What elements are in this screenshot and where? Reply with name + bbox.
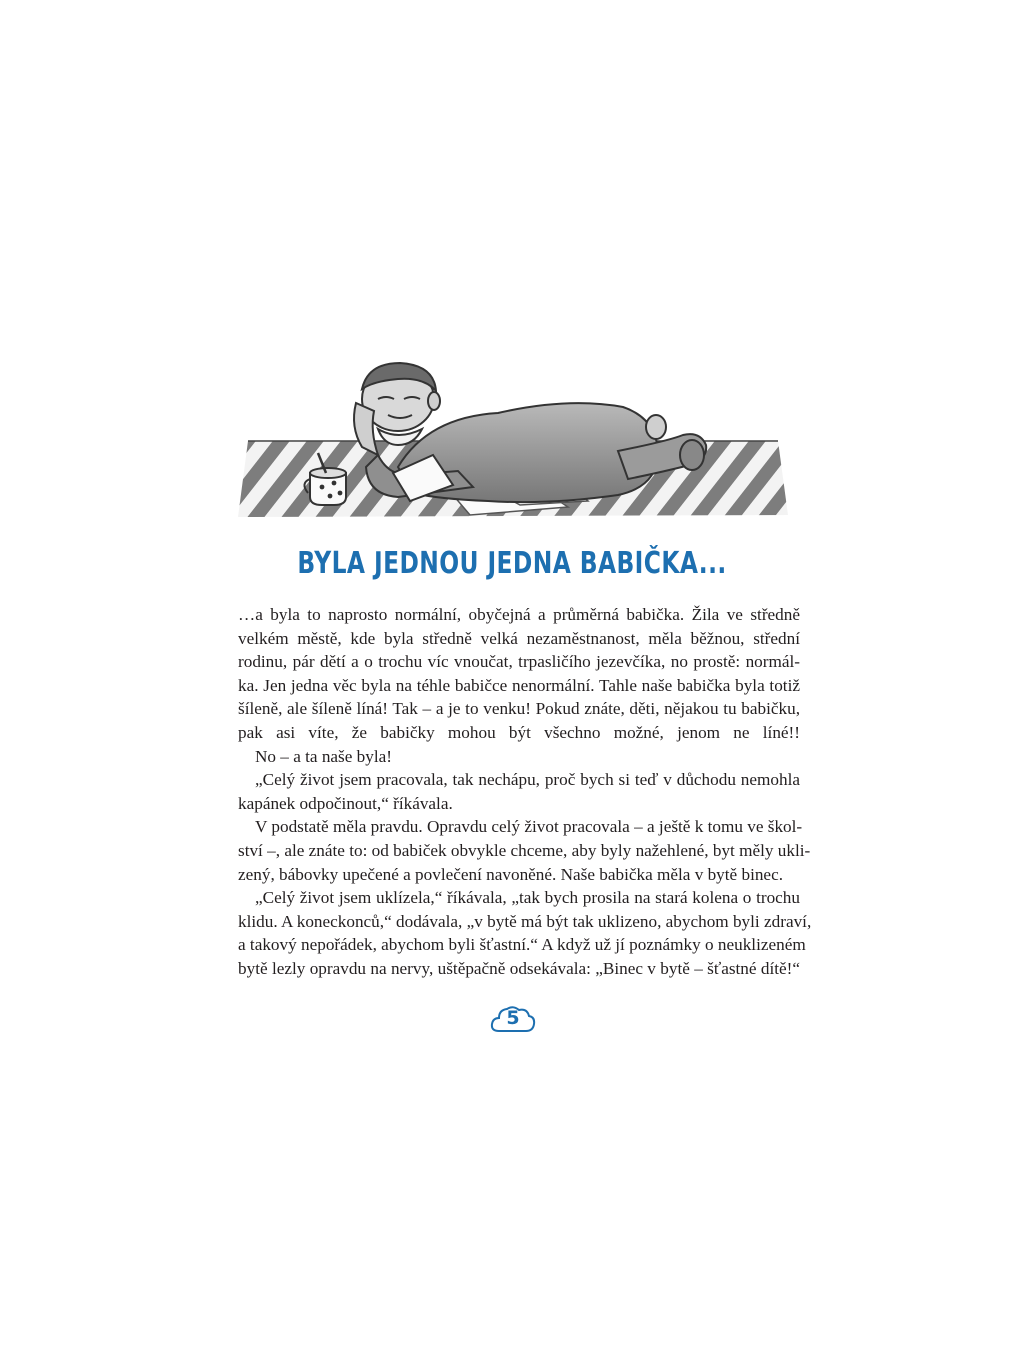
grandmother-illustration: [238, 355, 788, 525]
text-line: rodinu, pár dětí a o trochu víc vnoučat, trpasličího jezevčíka, no prostě: normál-: [238, 652, 800, 672]
text-line: ství –, ale znáte to: od babiček obvykle chceme, aby byly nažehlené, byt měly ukli-: [238, 840, 811, 860]
body-text: [238, 603, 812, 981]
text-line: kapánek odpočinout,“ říkávala.: [238, 793, 453, 813]
text-line: klidu. A koneckonců,“ dodávala, „v bytě má být tak uklizeno, abychom byli zdraví,: [238, 911, 812, 931]
text-line: bytě lezly opravdu na nervy, uštěpačně odsekávala: „Binec v bytě – šťastné dítě!“: [238, 958, 800, 978]
text-line: šíleně, ale šíleně líná! Tak – a je to venku! Pokud znáte, děti, nějakou tu babičku,: [238, 699, 800, 719]
page-number-label: 5: [506, 1007, 520, 1029]
text-line: pak asi víte, že babičky mohou být všechno možné, jenom ne líné!!: [238, 722, 800, 742]
page-number: [489, 1003, 537, 1037]
text-line: zený, bábovky upečené a povlečení navoněné. Naše babička měla v bytě binec.: [238, 864, 783, 884]
text-line: a takový nepořádek, abychom byli šťastní.“ A když už jí poznámky o neuklizeném: [238, 935, 806, 955]
text-line: …a byla to naprosto normální, obyčejná a průměrná babička. Žila ve středně: [238, 605, 800, 624]
text-line: velkém městě, kde byla středně velká nezaměstnanost, měla běžnou, střední: [238, 628, 800, 648]
chapter-title: BYLA JEDNOU JEDNA BABIČKA...: [297, 546, 727, 581]
text-line: „Celý život jsem pracovala, tak nechápu, proč bych si teď v důchodu nemohla: [255, 770, 800, 790]
text-line: No – a ta naše byla!: [255, 746, 392, 766]
text-line: V podstatě měla pravdu. Opravdu celý život pracovala – a ještě k tomu ve škol-: [255, 817, 803, 837]
text-line: „Celý život jsem uklízela,“ říkávala, „tak bych prosila na stará kolena o trochu: [255, 888, 800, 908]
text-line: ka. Jen jedna věc byla na téhle babičce nenormální. Tahle naše babička byla totiž: [238, 675, 800, 695]
